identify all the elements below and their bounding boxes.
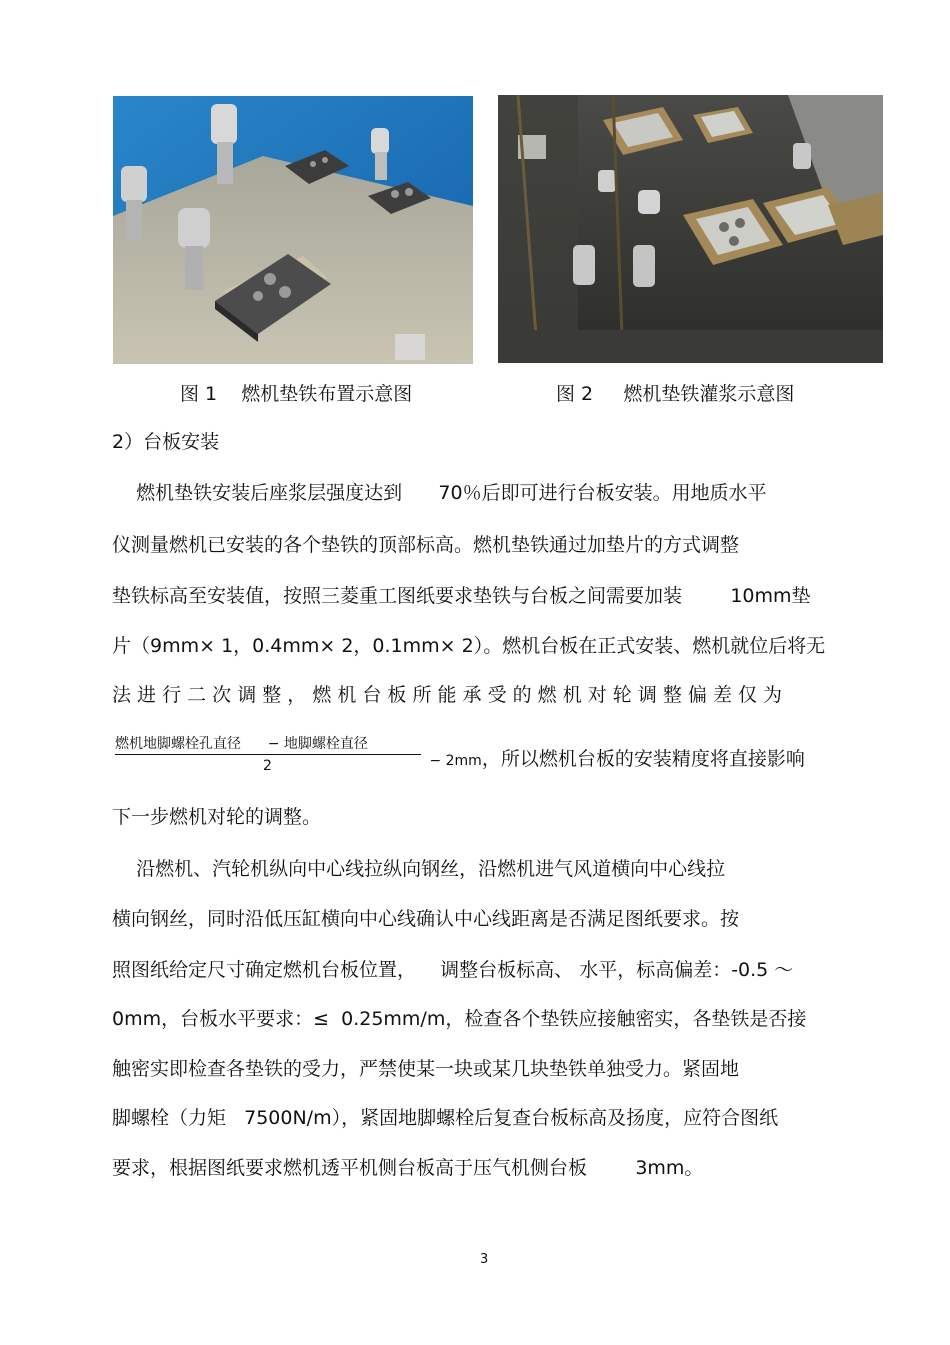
paragraph-line: 横向钢丝，同时沿低压缸横向中心线确认中心线距离是否满足图纸要求。按: [112, 908, 740, 930]
section-heading: 2）台板安装: [112, 431, 220, 453]
page-number: 3: [480, 1252, 489, 1267]
paragraph-line: 下一步燃机对轮的调整。: [112, 806, 322, 828]
paragraph-line: 片（9mm× 1，0.4mm× 2，0.1mm× 2）。燃机台板在正式安装、燃机就位后将无: [112, 635, 826, 657]
paragraph-line: 仪测量燃机已安装的各个垫铁的顶部标高。燃机垫铁通过加垫片的方式调整: [112, 534, 740, 556]
formula-tail: [425, 744, 805, 771]
paragraph-line: 触密实即检查各垫铁的受力，严禁使某一块或某几块垫铁单独受力。紧固地: [112, 1058, 740, 1080]
paragraph-line: 燃机垫铁安装后座浆层强度达到 70％后即可进行台板安装。用地质水平: [112, 482, 767, 504]
figure-2-photo: [498, 95, 883, 363]
paragraph-line: 0mm，台板水平要求：≤ 0.25mm/m，检查各个垫铁应接触密实，各垫铁是否接: [112, 1008, 807, 1030]
fraction-bar: [115, 754, 421, 755]
formula-denominator: 2: [263, 758, 272, 774]
figure-2-caption: 图 2 燃机垫铁灌浆示意图: [556, 383, 795, 405]
paragraph-line: 法 进 行 二 次 调 整 ， 燃 机 台 板 所 能 承 受 的 燃 机 对 轮 调 整 偏 差 仅 为: [112, 684, 783, 706]
paragraph-line: 照图纸给定尺寸确定燃机台板位置， 调整台板标高、 水平，标高偏差：-0.5 ～: [112, 959, 794, 981]
paragraph-line: 要求，根据图纸要求燃机透平机侧台板高于压气机侧台板 3mm。: [112, 1157, 704, 1179]
paragraph-line: 脚螺栓（力矩 7500N/m），紧固地脚螺栓后复查台板标高及扬度，应符合图纸: [112, 1107, 779, 1129]
formula-numerator: 燃机地脚螺栓孔直径 − 地脚螺栓直径: [115, 736, 368, 752]
figure-1-caption: 图 1 燃机垫铁布置示意图: [180, 383, 413, 405]
formula-minus-term: − 2mm: [425, 753, 482, 769]
formula-tail-text: ，所以燃机台板的安装精度将直接影响: [481, 748, 805, 770]
figure-1-photo: [113, 96, 473, 364]
paragraph-line: 沿燃机、汽轮机纵向中心线拉纵向钢丝，沿燃机进气风道横向中心线拉: [112, 858, 726, 880]
paragraph-line: 垫铁标高至安装值，按照三菱重工图纸要求垫铁与台板之间需要加装 10mm垫: [112, 585, 811, 607]
